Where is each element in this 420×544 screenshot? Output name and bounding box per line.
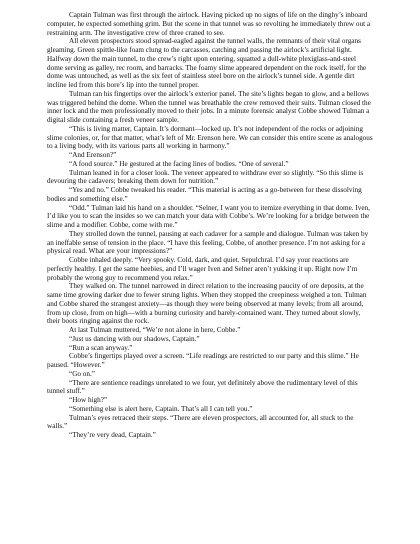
paragraph: “How high?” xyxy=(69,396,108,404)
paragraph: “This is living matter, Captain. It’s dormant—locked up. It’s not independent of the rocks or adjoining slime colonies, or, for that matter, what’s left of Mr. Erenson here. We can consider this entire scene as analogous to a living body, with its various parts all working in harmony.” xyxy=(47,124,373,151)
paragraph: Tulman ran his fingertips over the airlock’s exterior panel. The site’s lights began to glow, and a bellows was triggered behind the dome. When the tunnel was breathable the crew removed their suits. Tulman closed the inner lock and the men professionally moved to their jobs. In a minute forensic analyst Cobbe showed Tulman a digital slide containing a fresh veneer sample. xyxy=(47,89,371,124)
paragraph: “Just us dancing with our shadows, Captain.” xyxy=(69,334,200,343)
document-page xyxy=(47,11,373,440)
paragraph: Cobbe’s fingertips played over a screen. “Life readings are restricted to our party and this slime.” He paused. “However.” xyxy=(47,352,359,369)
paragraph: Cobbe inhaled deeply. “Very spooky. Cold, dark, and quiet. Sepulchral. I’d say your reactions are perfectly healthy. I get the same heebies, and I’ll wager Iven and Selner aren’t yukking it up. Right now I’m probably the wrong guy to recommend you relax.” xyxy=(47,256,358,282)
paragraph: They strolled down the tunnel, pausing at each cadaver for a sample and dialogue. Tulman was taken by an ineffable sense of tension in the place. “I have this feeling, Cobbe, of another presence. I’m not asking for a physical read. What are your impressions?” xyxy=(47,229,369,256)
paragraph: Captain Tulman was first through the airlock. Having picked up no signs of life on the dinghy’s inboard computer, he expected something grim. But the scene in that tunnel was so revolting he immediately threw out a restraining arm. The investigative crew of three craned to see. xyxy=(47,11,371,37)
paragraph: At last Tulman muttered, “We’re not alone in here, Cobbe.” xyxy=(69,326,241,334)
paragraph: “Odd.” Tulman laid his hand on a shoulder. “Selner, I want you to itemize everything in that dome. Iven, I’d like you to scan the insides so we can match your data with Cobbe’s. We’re looking for a bridge between the slime and a modifier. Cobbe, come with me.” xyxy=(47,203,370,229)
paragraph: “Something else is alert here, Captain. That’s all I can tell you.” xyxy=(69,404,253,413)
paragraph: Tulman’s eyes retraced their steps. “There are eleven prospectors, all accounted for, all stuck to the walls.” xyxy=(47,413,354,431)
paragraph: Tulman leaned in for a closer look. The veneer appeared to withdraw ever so slightly. “So this slime is devouring the cadavers; breaking them down for nutrition.” xyxy=(47,168,364,186)
paragraph: “There are sentience readings unrelated to we four, yet definitely above the rudimentary level of this tunnel stuff.” xyxy=(47,378,358,396)
paragraph: “A food source.” He gestured at the facing lines of bodies. “One of several.” xyxy=(69,159,289,168)
paragraph: “Yes and no.” Cobbe tweaked his reader. “This material is acting as a go-between for these dissolving bodies and something else.” xyxy=(47,186,362,203)
paragraph: “Run a scan anyway.” xyxy=(69,343,133,352)
paragraph: “They’re very dead, Captain.” xyxy=(69,431,156,439)
paragraph: “Go on.” xyxy=(69,369,95,378)
paragraph: All eleven prospectors stood spread-eagled against the tunnel walls, the remnants of their vital organs gleaming. Green spittle-like foam clung to the carcasses, catching and passing the airlock’s artificial light. Halfway down the main tunnel, to the crew’s right upon entering, squatted a dull-white plexiglass-and-steel dome serving as galley, rec room, and barracks. The foamy slime appeared dependent on the rock itself, for the dome was untouched, as well as the six feet of stainless steel bore on the airlock’s tunnel side. A gentle dirt incline led from this bore’s lip into the tunnel proper. xyxy=(47,37,367,89)
paragraph: They walked on. The tunnel narrowed in direct relation to the increasing paucity of ore deposits, at the same time growing darker due to fewer strung lights. When they stopped the creepiness weighed a ton. Tulman and Cobbe shared the strangest anxiety—as though they were being observed at many levels; from all around, from up close, from on high—with a burning curiosity and barely-contained want. They turned about slowly, their boots ringing against the rock. xyxy=(47,282,367,326)
paragraph: “And Erenson?” xyxy=(69,151,117,159)
